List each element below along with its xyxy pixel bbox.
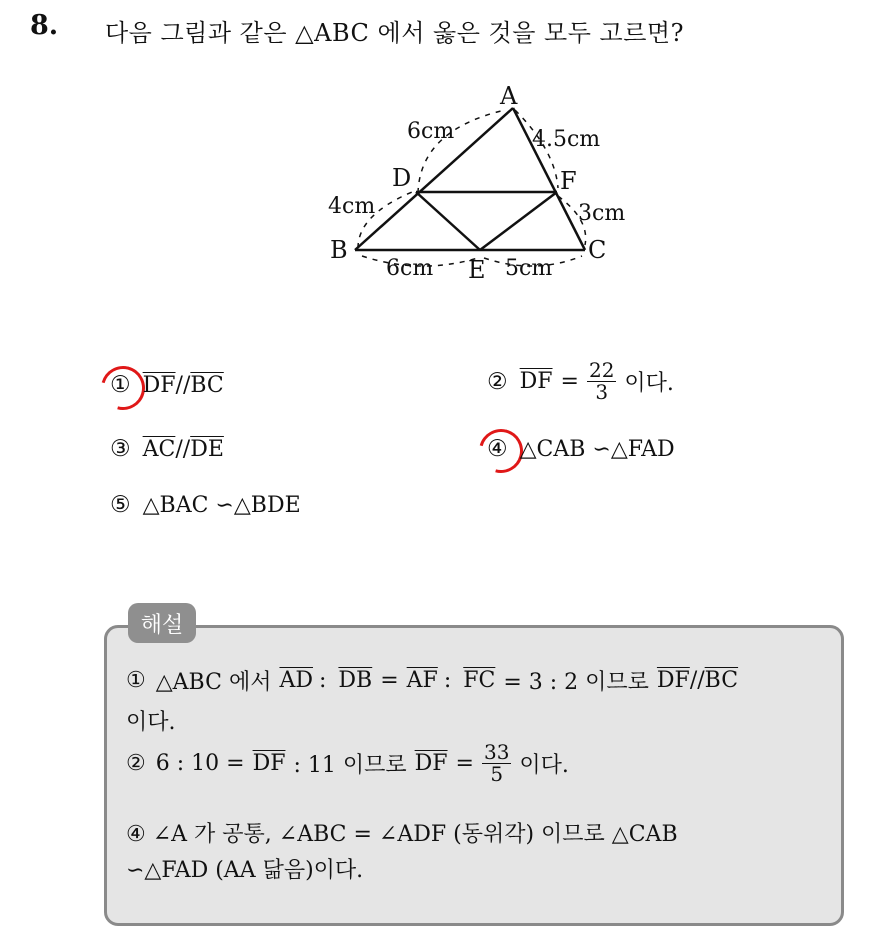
option-tail: 이다. (624, 371, 674, 396)
label-d: D (392, 164, 412, 192)
label-a: A (500, 82, 518, 110)
explanation-line-2 (126, 742, 569, 785)
option-number: ④ (487, 436, 508, 462)
equals-sign: = (380, 668, 399, 693)
option-text: △CAB ∽△FAD (519, 436, 675, 462)
explanation-line-3b: ∽△FAD (AA 닮음)이다. (126, 858, 364, 883)
equals-sign: = (560, 369, 579, 394)
parallel-sign: // (175, 436, 191, 462)
segment-symbol: $\overline{BC}$ (704, 668, 739, 693)
fraction-denominator: 3 (595, 380, 609, 404)
segment-symbol: $\overline{AF}$ (406, 668, 438, 693)
segment-symbol: $\overline{AC}$ (142, 436, 176, 462)
line-number: ② (126, 751, 146, 776)
segment-symbol: $\overline{DF}$ (252, 751, 286, 776)
segment-symbol: $\overline{DF}$ (142, 372, 176, 398)
line-text: 이다. (519, 753, 569, 778)
triangle-figure (300, 70, 660, 300)
line-text: 6 : 10 = (155, 751, 245, 776)
explanation-line-3: ④ ∠A 가 공통, ∠ABC = ∠ADF (동위각) 이므로 △CAB (126, 822, 678, 847)
fraction (482, 742, 511, 785)
segment-symbol: $\overline{DE}$ (190, 436, 224, 462)
ratio-colon: : (443, 668, 452, 693)
fraction-numerator: 33 (483, 740, 510, 764)
parallel-sign: // (175, 372, 191, 398)
option-1[interactable] (110, 372, 224, 398)
option-text: △BAC ∽△BDE (142, 492, 301, 518)
segment-symbol: $\overline{FC}$ (463, 668, 496, 693)
length-ec: 5cm (505, 256, 553, 281)
line-text: : 11 이므로 (293, 753, 407, 778)
line-text: △ABC 에서 (155, 670, 272, 695)
length-ad: 6cm (407, 119, 455, 144)
segment-symbol: $\overline{DB}$ (338, 668, 373, 693)
fraction-numerator: 22 (588, 358, 615, 382)
option-number: ① (110, 372, 131, 398)
option-4[interactable] (487, 436, 675, 462)
segment-symbol: $\overline{BC}$ (190, 372, 224, 398)
explanation-line-1b: 이다. (126, 710, 176, 735)
line-number: ① (126, 668, 146, 693)
option-2[interactable] (487, 360, 674, 403)
option-number: ③ (110, 436, 131, 462)
segment-ef (480, 192, 557, 250)
label-b: B (330, 236, 348, 264)
segment-symbol: $\overline{DF}$ (519, 369, 553, 394)
segment-symbol: $\overline{DF}$ (656, 668, 690, 693)
label-e: E (468, 256, 486, 284)
fraction-denominator: 5 (490, 762, 504, 786)
segment-symbol: $\overline{AD}$ (279, 668, 313, 693)
segment-symbol: $\overline{DF}$ (414, 751, 448, 776)
ratio-colon: : (318, 668, 327, 693)
fraction (587, 360, 616, 403)
label-f: F (560, 167, 577, 195)
question-text: 다음 그림과 같은 △ABC 에서 옳은 것을 모두 고르면? (105, 19, 684, 47)
length-be: 6cm (386, 256, 434, 281)
option-number: ⑤ (110, 492, 131, 518)
question-number: 8. (30, 10, 59, 41)
option-5[interactable] (110, 492, 301, 518)
segment-de (416, 192, 480, 250)
length-af: 4.5cm (532, 127, 601, 152)
line-text: = 3 : 2 이므로 (503, 670, 649, 695)
explanation-line-1 (126, 665, 738, 696)
option-number: ② (487, 368, 508, 395)
parallel-sign: // (689, 668, 705, 693)
explanation-tab: 해설 (128, 603, 196, 643)
length-fc: 3cm (578, 201, 626, 226)
label-c: C (588, 236, 607, 264)
option-3[interactable] (110, 436, 224, 462)
length-db: 4cm (328, 194, 376, 219)
equals-sign: = (455, 751, 474, 776)
